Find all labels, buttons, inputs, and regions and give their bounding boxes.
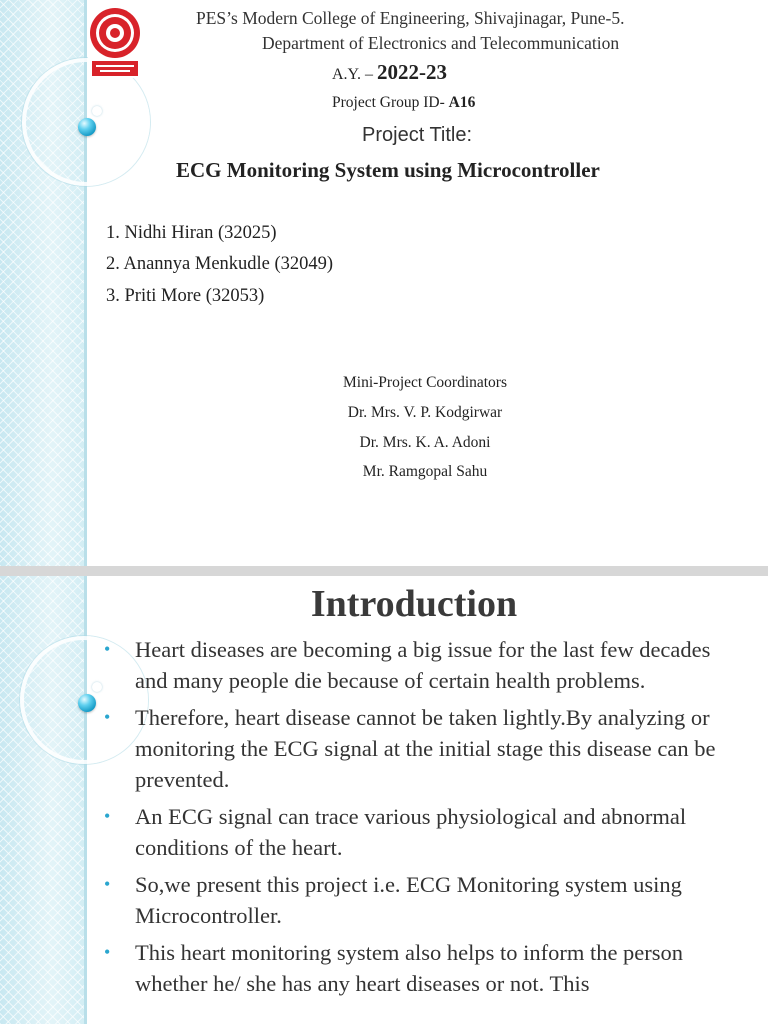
orb-icon	[78, 118, 96, 136]
academic-year-label: A.Y. –	[332, 66, 378, 83]
member-item: 2. Anannya Menkudle (32049)	[106, 254, 334, 274]
college-logo-icon	[88, 6, 142, 78]
member-item: 3. Priti More (32053)	[106, 286, 265, 306]
bullet-text: An ECG signal can trace various physiological and abnormal conditions of the heart.	[135, 804, 687, 860]
bullet-text: This heart monitoring system also helps to inform the person whether he/ she has any heart diseases or not. This	[135, 940, 684, 996]
member-item: 1. Nidhi Hiran (32025)	[106, 223, 277, 243]
project-title: ECG Monitoring System using Microcontroller	[176, 158, 600, 182]
bullet-text: Heart diseases are becoming a big issue for the last few decades and many people die because of certain health problems.	[135, 637, 711, 693]
list-item	[104, 869, 744, 931]
slide-title: Introduction	[310, 583, 518, 625]
coordinators-heading: Mini-Project Coordinators	[342, 374, 508, 391]
coordinator-item: Dr. Mrs. V. P. Kodgirwar	[347, 404, 503, 421]
small-orb-icon	[92, 106, 102, 116]
bullet-dot-icon: •	[104, 707, 111, 727]
orb-icon	[78, 694, 96, 712]
list-item	[104, 937, 744, 999]
bullet-dot-icon: •	[104, 639, 111, 659]
small-orb-icon	[92, 682, 102, 692]
list-item	[104, 634, 744, 696]
project-title-label: Project Title:	[362, 124, 473, 146]
college-name: PES’s Modern College of Engineering, Shivajinagar, Pune-5.	[196, 8, 625, 28]
project-group-id	[332, 94, 475, 112]
bullet-dot-icon: •	[104, 874, 111, 894]
coordinator-item: Mr. Ramgopal Sahu	[362, 463, 488, 480]
bullet-dot-icon: •	[104, 942, 111, 962]
bullet-text: Therefore, heart disease cannot be taken lightly.By analyzing or monitoring the ECG signal at the initial stage this disease can be prevented.	[135, 705, 716, 792]
group-id-label: Project Group ID-	[332, 94, 449, 111]
list-item	[104, 702, 744, 795]
introduction-bullet-list	[104, 634, 744, 1005]
group-id-value: A16	[448, 94, 476, 111]
list-item	[104, 801, 744, 863]
bullet-dot-icon: •	[104, 806, 111, 826]
bullet-text: So,we present this project i.e. ECG Monitoring system using Microcontroller.	[135, 872, 682, 928]
academic-year-value: 2022-23	[377, 60, 448, 84]
department-name: Department of Electronics and Telecommunication	[262, 33, 620, 53]
academic-year	[332, 60, 447, 85]
coordinator-item: Dr. Mrs. K. A. Adoni	[359, 434, 491, 451]
